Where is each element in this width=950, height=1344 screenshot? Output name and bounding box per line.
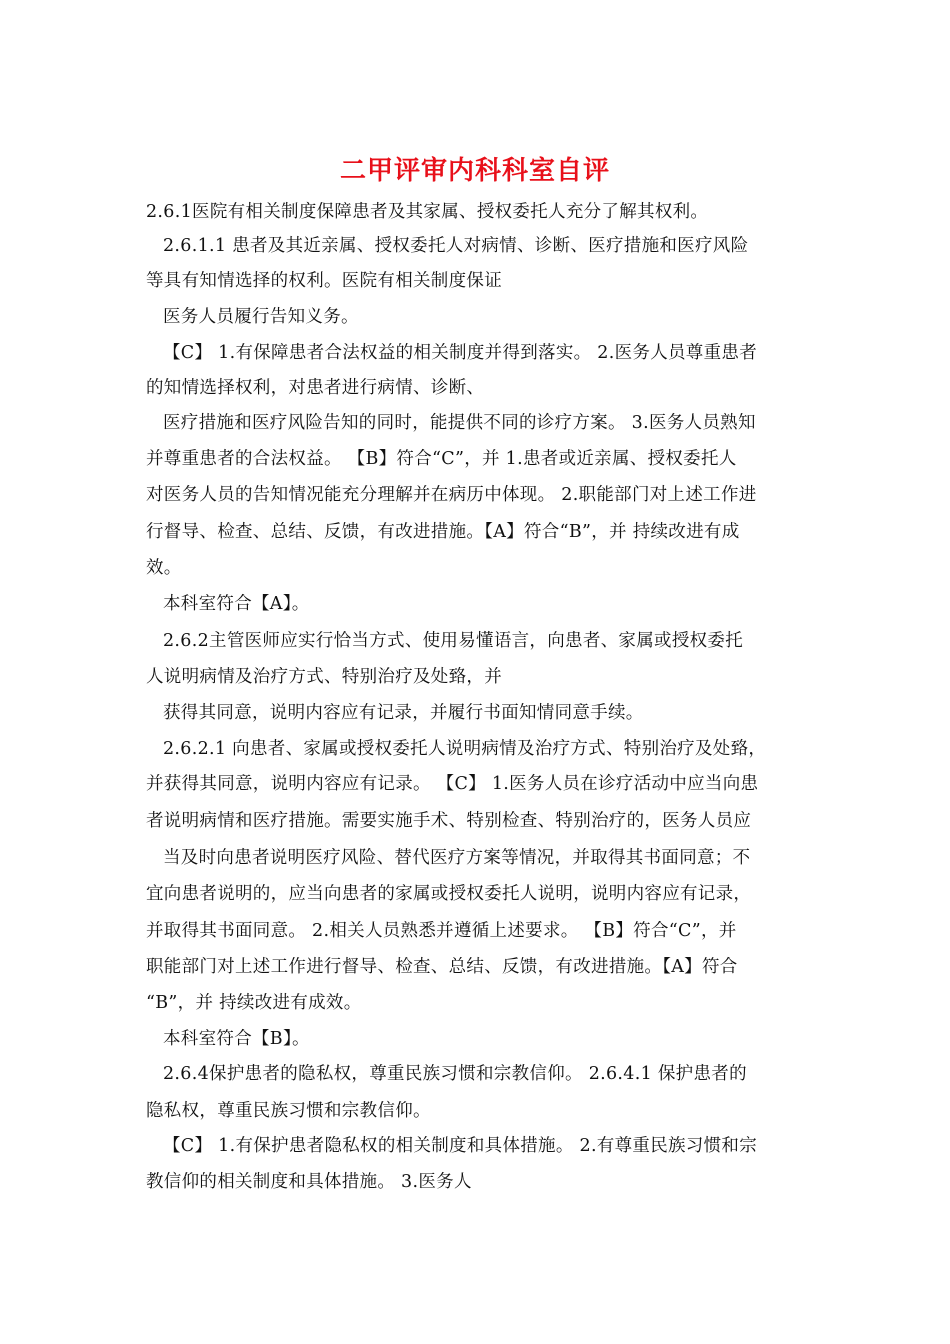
text-line-10: 行督导、检查、总结、反馈，有改进措施。【A】符合“B”，并 持续改进有成: [146, 522, 740, 542]
text-line-1: 2.6.1医院有相关制度保障患者及其家属、授权委托人充分了解其权利。: [146, 202, 709, 222]
text-line-20: 宜向患者说明的，应当向患者的家属或授权委托人说明，说明内容应有记录，: [146, 884, 752, 904]
text-line-16: 2.6.2.1 向患者、家属或授权委托人说明病情及治疗方式、特别治疗及处臵，: [163, 739, 767, 759]
document-title: 二甲评审内科科室自评: [339, 156, 610, 186]
text-line-21: 并取得其书面同意。 2.相关人员熟悉并遵循上述要求。 【B】符合“C”，并: [146, 921, 737, 941]
text-line-9: 对医务人员的告知情况能充分理解并在病历中体现。 2.职能部门对上述工作进: [146, 485, 757, 505]
text-line-6: 的知情选择权利，对患者进行病情、诊断、: [146, 378, 485, 398]
text-line-24: 本科室符合【B】。: [163, 1029, 310, 1049]
text-line-8: 并尊重患者的合法权益。 【B】符合“C”，并 1.患者或近亲属、授权委托人: [146, 449, 737, 469]
text-line-13: 2.6.2主管医师应实行恰当方式、使用易懂语言，向患者、家属或授权委托: [163, 631, 744, 651]
text-line-19: 当及时向患者说明医疗风险、替代医疗方案等情况，并取得其书面同意；不: [163, 848, 751, 868]
text-line-14: 人说明病情及治疗方式、特别治疗及处臵，并: [146, 667, 502, 687]
text-line-27: 【C】 1.有保护患者隐私权的相关制度和具体措施。 2.有尊重民族习惯和宗: [163, 1136, 758, 1156]
text-line-25: 2.6.4保护患者的隐私权，尊重民族习惯和宗教信仰。 2.6.4.1 保护患者的: [163, 1064, 747, 1084]
text-line-3: 等具有知情选择的权利。医院有相关制度保证: [146, 271, 502, 291]
text-line-5: 【C】 1.有保障患者合法权益的相关制度并得到落实。 2.医务人员尊重患者: [163, 343, 758, 363]
text-line-2: 2.6.1.1 患者及其近亲属、授权委托人对病情、诊断、医疗措施和医疗风险: [163, 236, 749, 256]
text-line-22: 职能部门对上述工作进行督导、检查、总结、反馈，有改进措施。【A】符合: [146, 957, 738, 977]
text-line-7: 医疗措施和医疗风险告知的同时，能提供不同的诊疗方案。 3.医务人员熟知: [163, 413, 756, 433]
text-line-26: 隐私权，尊重民族习惯和宗教信仰。: [146, 1101, 431, 1121]
text-line-15: 获得其同意，说明内容应有记录，并履行书面知情同意手续。: [163, 703, 644, 723]
text-line-23: “B”，并 持续改进有成效。: [146, 993, 362, 1013]
text-line-28: 教信仰的相关制度和具体措施。 3.医务人: [146, 1172, 472, 1192]
text-line-17: 并获得其同意，说明内容应有记录。 【C】 1.医务人员在诊疗活动中应当向患: [146, 774, 759, 794]
text-line-18: 者说明病情和医疗措施。需要实施手术、特别检查、特别治疗的，医务人员应: [146, 811, 752, 831]
text-line-12: 本科室符合【A】。: [163, 594, 310, 614]
text-line-4: 医务人员履行告知义务。: [163, 307, 359, 327]
text-line-11: 效。: [146, 558, 182, 578]
